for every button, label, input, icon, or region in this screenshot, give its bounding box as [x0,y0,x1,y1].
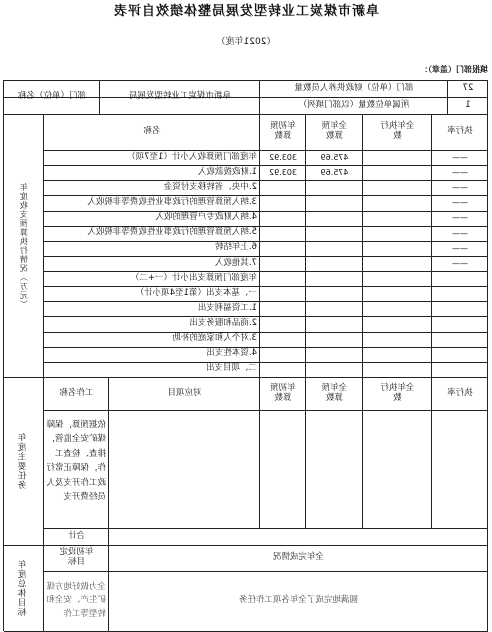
goals-target-text: 全力做好地方煤矿生产、安全和转型等工作 [46,581,106,619]
budget-row-rate [432,286,488,301]
budget-row-full-exec [363,301,432,316]
budget-row-label: 2.中央、省转移支付资金 [163,181,257,192]
budget-row-initial: 303.92 [269,152,297,162]
budget-row-full-budget [306,301,363,316]
budget-row-rate [432,316,488,331]
col-name-header: 名称 [143,126,161,137]
budget-row-initial [260,256,306,271]
budget-row-full-budget: 475.69 [320,152,349,162]
budget-row-full-budget [306,195,363,210]
goals-section-label: 年度总体目标 [18,559,29,617]
budget-row-full-exec [363,286,432,301]
budget-row-rate: —— [452,213,468,223]
budget-row-full-exec [363,332,432,347]
work-col-rate: 执行率 [447,387,473,398]
budget-row-label: 年度部门预算收入小计（1至7项） [127,151,257,162]
budget-row-label: 3.纳入预算管理的行政事业性收费等非税收入 [87,197,257,208]
budget-row-initial: 303.92 [269,168,297,178]
budget-row-full-exec [363,347,432,362]
budget-row-rate: —— [452,168,468,178]
budget-row-full-exec [363,165,432,180]
budget-row-rate: —— [452,243,468,253]
budget-row-initial [260,362,306,377]
budget-row-full-exec [363,271,432,286]
budget-row-full-budget [306,332,363,347]
budget-row-full-exec [363,256,432,271]
budget-row-label: 2.商品和服务支出 [189,318,257,329]
budget-row-full-exec [363,362,432,377]
budget-row-full-budget [306,211,363,226]
budget-staff-value: 27 [462,82,474,93]
budget-row-label: 年度部门预算支出小计（一+二） [130,272,257,283]
col-rate-header: 执行率 [447,126,473,137]
budget-row-rate [432,332,488,347]
goals-col-status: 全年完成情况 [273,552,325,563]
budget-row-full-budget [306,347,363,362]
page-title: 阜新市煤炭工业转型发展局整体绩效自评表 [113,4,380,19]
budget-row-label: 7.其他收入 [214,257,257,268]
dept-name: 阜新市煤炭工业转型发展局 [129,91,232,102]
goals-status-text: 圆满地完成了全年各项工作任务 [239,595,359,606]
budget-row-label: 一、基本支出（第1至4项小计） [135,287,257,298]
budget-staff-label: 部门（单位）财政供养人员数量 [294,82,414,93]
goals-col-target: 年初设定目标 [59,547,94,567]
work-col-task: 工作名称 [59,387,94,398]
budget-row-full-budget: 475.69 [320,168,349,178]
work-col-initial: 年初预算数 [270,382,296,403]
budget-row-initial [260,332,306,347]
budget-row-full-exec [363,241,432,256]
work-col-project: 对应项目 [167,387,202,398]
budget-row-rate: —— [452,183,468,193]
budget-row-rate: —— [452,228,468,238]
budget-row-label: 4.纳入财政专户管理的收入 [155,212,257,223]
budget-row-full-exec [363,195,432,210]
sub-units-value: 1 [465,99,471,110]
report-year: （2021年度） [216,37,276,47]
budget-row-label: 5.纳入预算管理的行政事业性收费等非税收入 [87,227,257,238]
budget-row-full-exec [363,150,432,165]
dept-label: 部门（单位）名称 [18,91,87,102]
work-col-full-exec: 全年执行数 [380,382,415,403]
budget-row-rate [432,301,488,316]
budget-row-full-budget [306,256,363,271]
budget-row-full-exec [363,226,432,241]
budget-row-full-budget [306,180,363,195]
budget-row-rate [432,362,488,377]
col-full-exec-header: 全年执行数 [380,121,415,141]
budget-row-label: 3.对个人和家庭的补助 [172,333,257,344]
fill-unit-label: 填报部门（盖章）： [420,65,488,74]
budget-row-initial [260,180,306,195]
budget-row-initial [260,301,306,316]
work-col-full-budget: 全年预算数 [321,382,348,403]
budget-row-rate: —— [452,198,468,208]
work-section-label: 年度主要任务 [18,432,29,490]
budget-row-label: 1.工资福利支出 [197,302,257,313]
budget-row-initial [260,241,306,256]
work-total-label: 合计 [68,530,86,541]
budget-row-label: 二、项目支出 [205,363,257,374]
work-task-text: 依据预算，保障煤矿安全监管，排查、检查工作，保障正常行政工作开支及人员经费开支 [46,420,106,503]
budget-row-full-budget [306,286,363,301]
budget-row-initial [260,226,306,241]
budget-row-label: 6.上年结转 [214,242,257,253]
sub-units-label: 所属单位数量（以部门填列） [298,99,410,110]
budget-row-rate: —— [452,152,468,162]
col-full-budget-header: 全年预算数 [321,121,348,141]
budget-row-initial [260,271,306,286]
budget-row-rate: —— [452,258,468,268]
budget-row-initial [260,286,306,301]
budget-row-full-budget [306,362,363,377]
budget-row-full-budget [306,271,363,286]
budget-section-label: 年度收支预算执行情况（万元） [19,182,29,309]
budget-row-full-budget [306,226,363,241]
budget-row-full-budget [306,241,363,256]
budget-row-full-exec [363,180,432,195]
budget-row-full-exec [363,316,432,331]
budget-row-rate [432,271,488,286]
col-initial-header: 年初预算数 [270,121,296,141]
budget-row-initial [260,195,306,210]
budget-row-initial [260,316,306,331]
budget-row-initial [260,211,306,226]
budget-row-label: 1.财政拨款收入 [197,166,257,177]
budget-row-full-exec [363,211,432,226]
budget-row-rate [432,347,488,362]
budget-row-full-budget [306,316,363,331]
budget-row-initial [260,347,306,362]
budget-row-label: 4.资本性支出 [206,348,257,359]
